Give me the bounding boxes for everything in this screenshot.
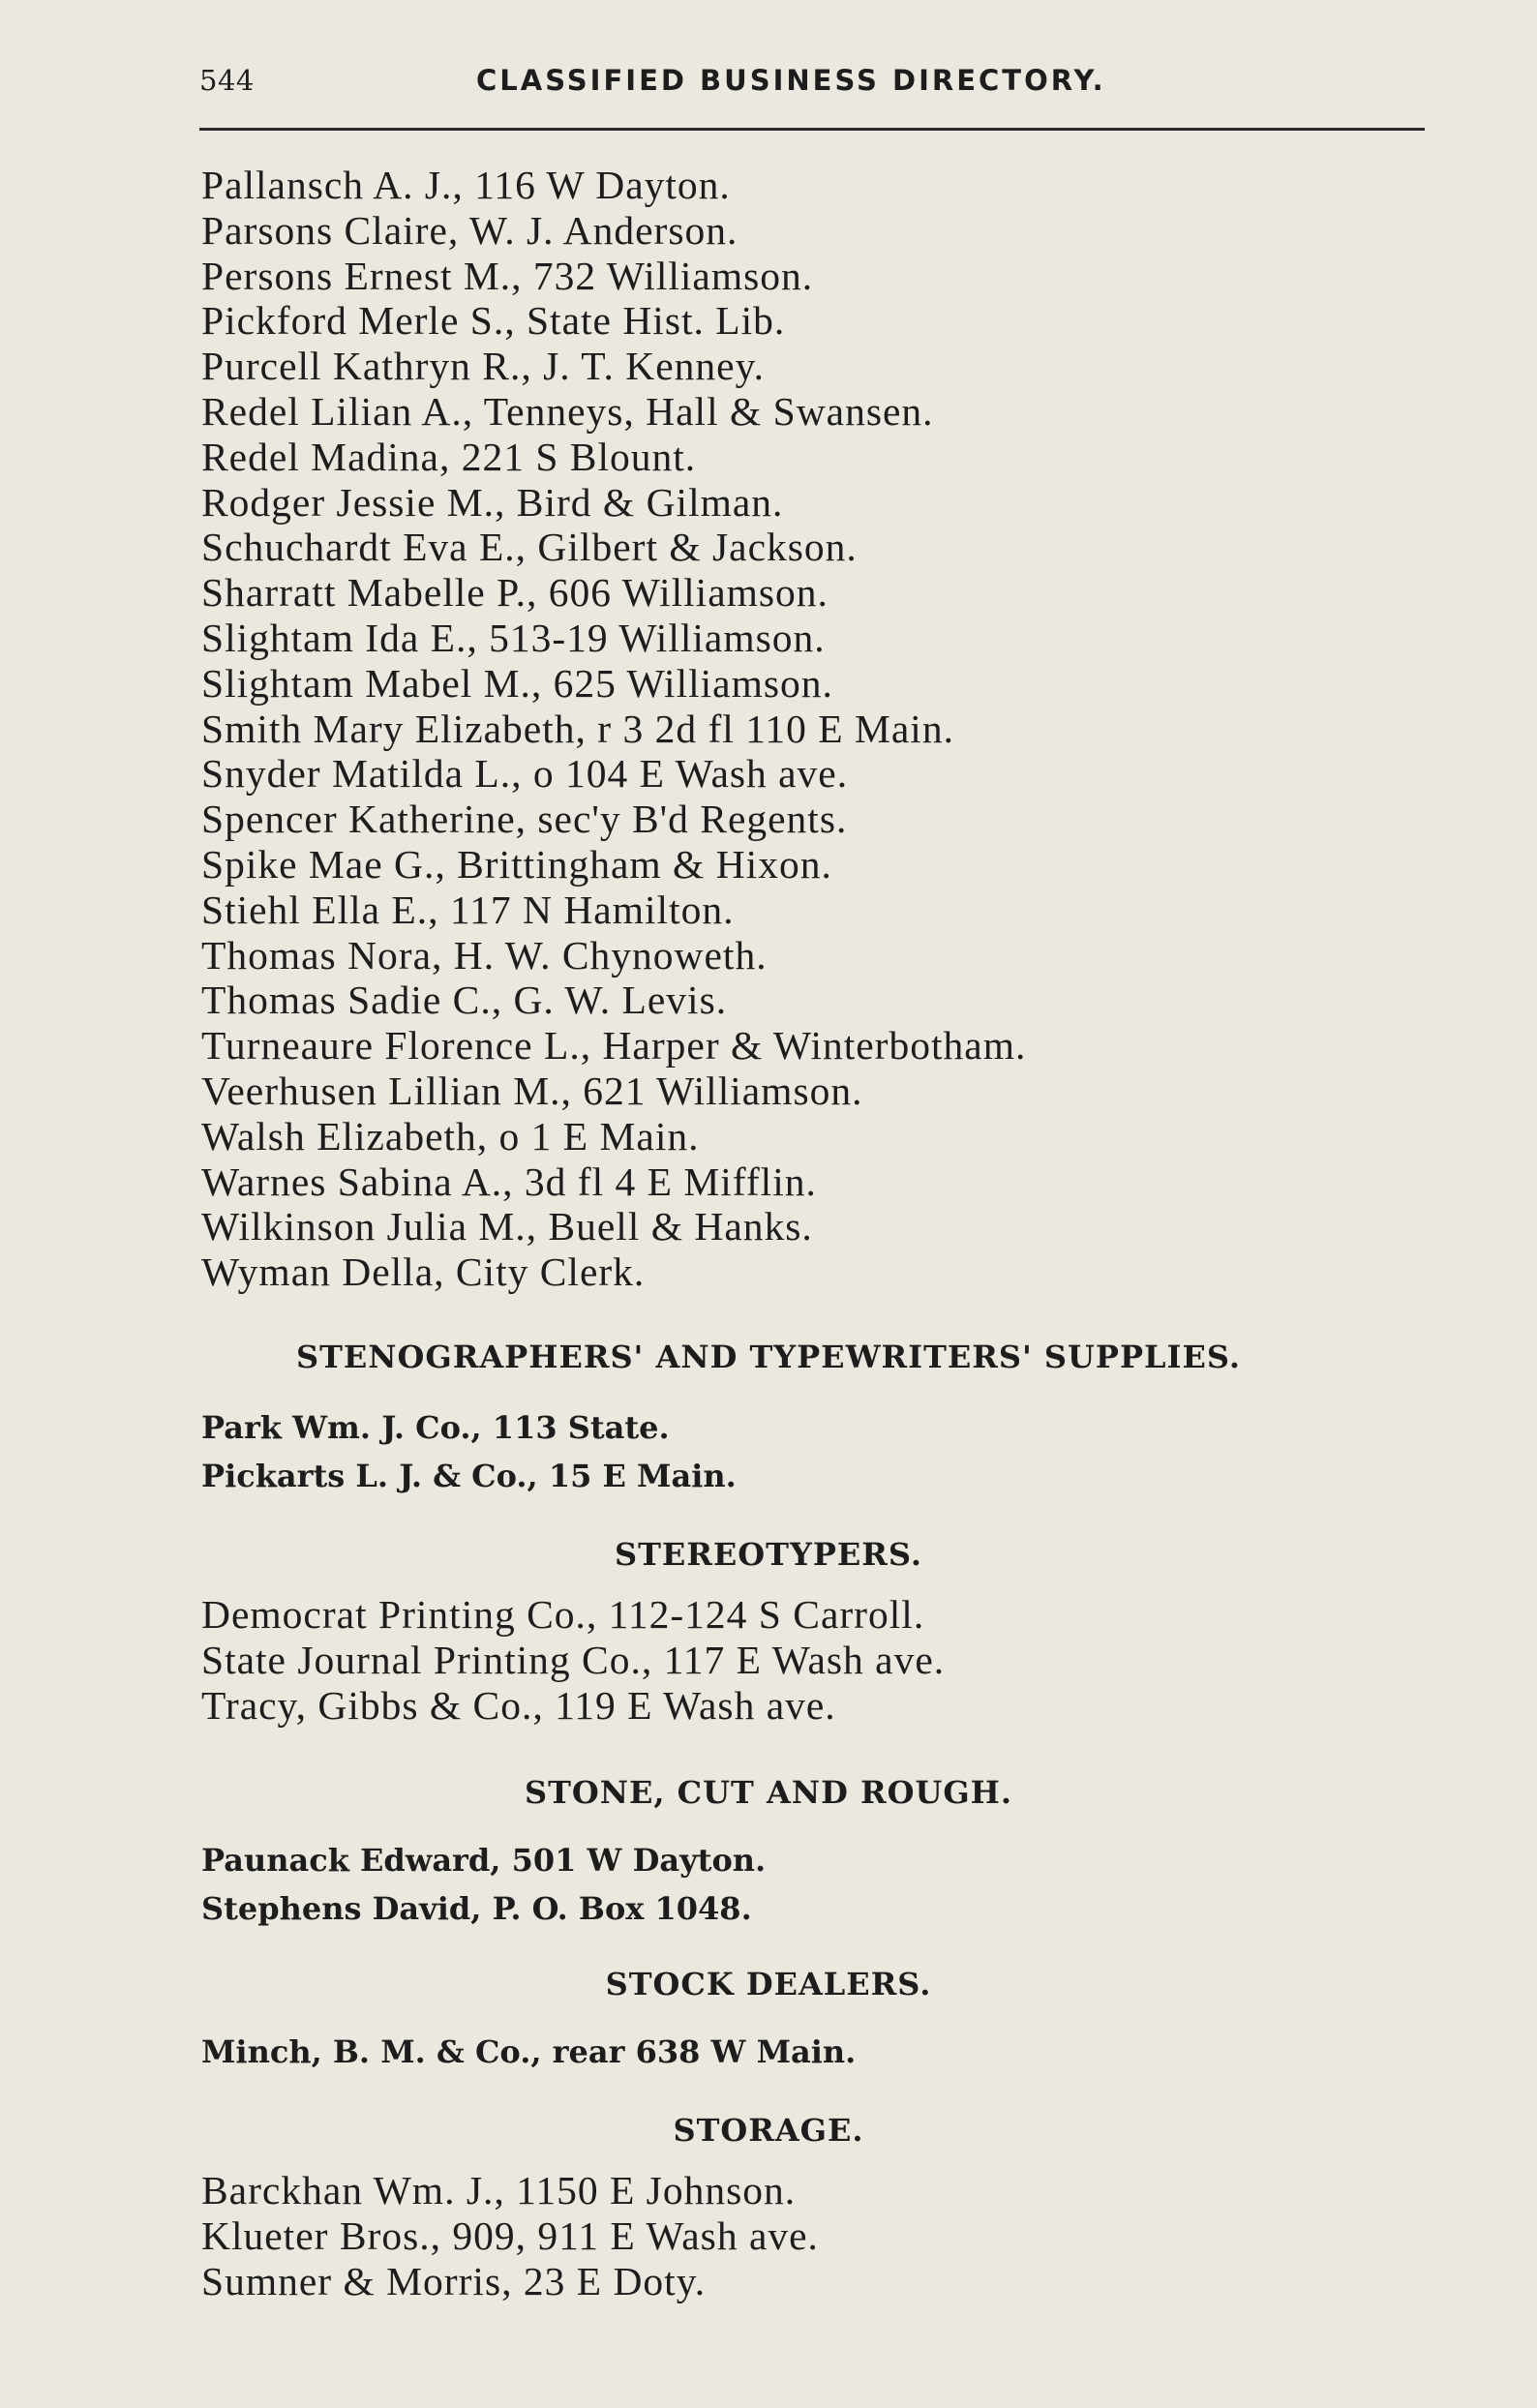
listing-entry: Stiehl Ella E., 117 N Hamilton.: [201, 887, 735, 932]
running-title: CLASSIFIED BUSINESS DIRECTORY.: [476, 64, 1106, 97]
listing-entry: Pallansch A. J., 116 W Dayton.: [201, 163, 731, 207]
listing-entry: State Journal Printing Co., 117 E Wash ave.: [201, 1638, 946, 1682]
listing-entry: Sharratt Mabelle P., 606 Williamson.: [201, 570, 829, 616]
listing-entry: Sumner & Morris, 23 E Doty.: [201, 2259, 707, 2303]
header-rule: [199, 128, 1425, 131]
listing-entry: Slightam Ida E., 513-19 Williamson.: [201, 615, 826, 660]
section-heading-stone: STONE, CUT AND ROUGH.: [524, 1774, 1013, 1811]
listing-entry: Snyder Matilda L., o 104 E Wash ave.: [201, 751, 849, 797]
section-heading-typewriter-supplies: STENOGRAPHERS' AND TYPEWRITERS' SUPPLIES.: [295, 1339, 1242, 1375]
listing-entry: Wyman Della, City Clerk.: [201, 1249, 646, 1295]
listing-entry: Pickford Merle S., State Hist. Lib.: [201, 298, 786, 344]
listing-entry: Stephens David, P. O. Box 1048.: [201, 1890, 752, 1927]
stenographer-listings: [201, 163, 1026, 1295]
listing-entry: Redel Lilian A., Tenneys, Hall & Swansen.: [201, 388, 934, 434]
page-number: 544: [199, 64, 255, 97]
listing-entry: Walsh Elizabeth, o 1 E Main.: [201, 1113, 700, 1159]
listing-entry: Klueter Bros., 909, 911 E Wash ave.: [201, 2213, 819, 2258]
listing-entry: Tracy, Gibbs & Co., 119 E Wash ave.: [201, 1683, 836, 1728]
section-listings-stereotypers: [201, 1592, 945, 1729]
listing-entry: Slightam Mabel M., 625 Williamson.: [201, 660, 833, 706]
section-listings-typewriter-supplies: [201, 1403, 737, 1500]
listing-entry: Rodger Jessie M., Bird & Gilman.: [201, 479, 784, 525]
listing-entry: Parsons Claire, W. J. Anderson.: [201, 207, 738, 253]
section-listings-storage: [201, 2168, 819, 2304]
listing-entry: Pickarts L. J. & Co., 15 E Main.: [201, 1458, 737, 1494]
listing-entry: Redel Madina, 221 S Blount.: [201, 434, 697, 479]
listing-entry: Paunack Edward, 501 W Dayton.: [201, 1842, 767, 1879]
section-heading-stock-dealers: STOCK DEALERS.: [605, 1966, 932, 2002]
section-listings-stone: [201, 1836, 766, 1933]
listing-entry: Schuchardt Eva E., Gilbert & Jackson.: [201, 525, 858, 570]
listing-entry: Veerhusen Lillian M., 621 Williamson.: [201, 1068, 863, 1113]
listing-entry: Spike Mae G., Brittingham & Hixon.: [201, 841, 832, 887]
listing-entry: Wilkinson Julia M., Buell & Hanks.: [201, 1204, 813, 1249]
listing-entry: Spencer Katherine, sec'y B'd Regents.: [201, 797, 848, 842]
listing-entry: Turneaure Florence L., Harper & Winterbotham.: [201, 1023, 1027, 1069]
listing-entry: Thomas Sadie C., G. W. Levis.: [201, 978, 728, 1023]
listing-entry: Barckhan Wm. J., 1150 E Johnson.: [201, 2168, 797, 2212]
listing-entry: Thomas Nora, H. W. Chynoweth.: [201, 932, 768, 978]
listing-entry: Democrat Printing Co., 112-124 S Carroll.: [201, 1592, 925, 1637]
listing-entry: Park Wm. J. Co., 113 State.: [201, 1409, 670, 1446]
listing-entry: Smith Mary Elizabeth, r 3 2d fl 110 E Main.: [201, 706, 954, 751]
section-heading-stereotypers: STEREOTYPERS.: [615, 1536, 922, 1573]
section-heading-storage: STORAGE.: [673, 2112, 864, 2149]
section-listings-stock-dealers: [201, 2028, 856, 2076]
listing-entry: Minch, B. M. & Co., rear 638 W Main.: [201, 2033, 857, 2070]
listing-entry: Warnes Sabina A., 3d fl 4 E Mifflin.: [201, 1159, 817, 1204]
listing-entry: Purcell Kathryn R., J. T. Kenney.: [201, 344, 766, 389]
listing-entry: Persons Ernest M., 732 Williamson.: [201, 253, 814, 298]
